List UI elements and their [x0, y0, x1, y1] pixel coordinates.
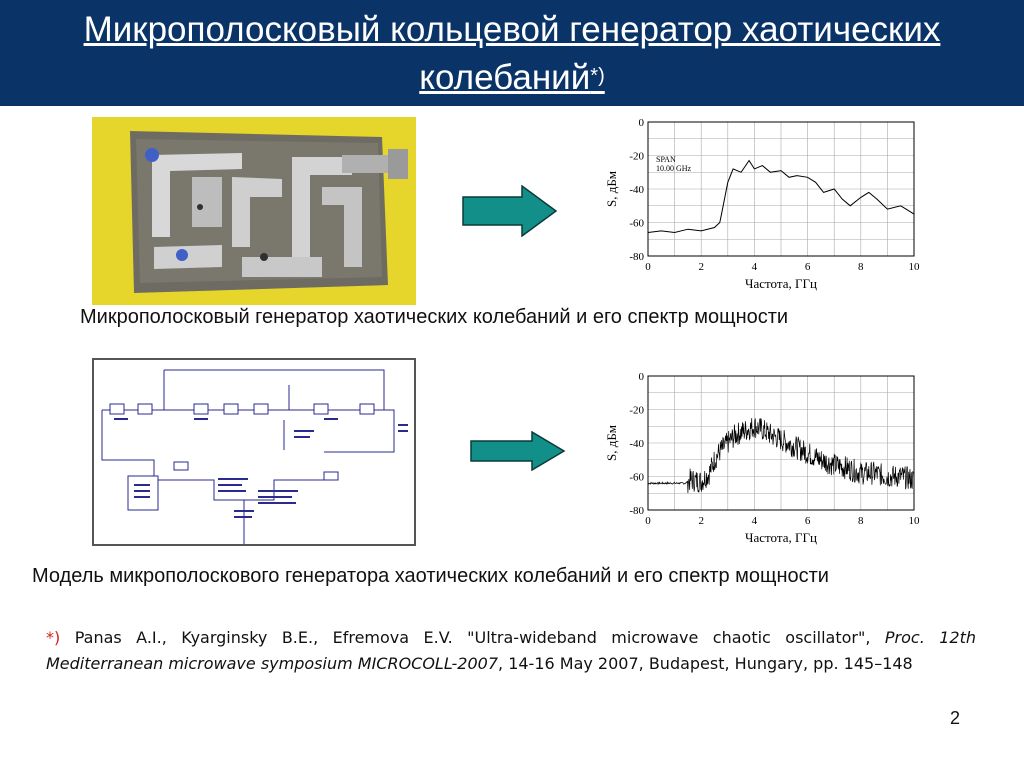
x-tick-label: 10: [908, 261, 920, 273]
y-tick-label: 0: [638, 371, 644, 383]
x-tick-label: 0: [645, 261, 651, 273]
y-tick-label: -40: [629, 438, 644, 450]
x-tick-label: 6: [804, 261, 811, 273]
x-tick-label: 8: [858, 515, 864, 527]
reference-journal: Proc. 12th Mediterranean microwave symposium MICROCOLL-2007: [46, 628, 977, 673]
y-tick-label: -60: [629, 471, 644, 484]
x-tick-label: 6: [804, 515, 811, 527]
title-footnote-marker: *): [590, 65, 605, 87]
x-tick-label: 0: [645, 515, 651, 527]
y-tick-label: -80: [629, 251, 644, 263]
y-tick-label: -60: [629, 217, 644, 230]
microstrip-board-photo: [92, 117, 416, 305]
x-tick-label: 4: [751, 261, 758, 273]
y-tick-label: -40: [629, 184, 644, 196]
span-annotation: SPAN: [656, 155, 676, 164]
slide-title: [0, 6, 1024, 102]
x-axis-label: Частота, ГГц: [745, 276, 817, 291]
x-tick-label: 10: [908, 515, 920, 527]
span-annotation: 10.00 GHz: [656, 164, 692, 173]
board-illustration: [92, 117, 416, 305]
schematic-illustration: [94, 360, 414, 544]
page-number: 2: [950, 708, 961, 728]
y-tick-label: -80: [629, 505, 644, 517]
x-tick-label: 2: [698, 515, 704, 527]
reference-authors: Panas A.I., Kyarginsky B.E., Efremova E.V. "Ultra-wideband microwave chaotic oscillator",: [74, 628, 871, 647]
y-tick-label: 0: [638, 117, 644, 129]
reference-details: , 14-16 May 2007, Budapest, Hungary, pp. 145–148: [498, 654, 913, 673]
spectrum-chart-model: [596, 366, 930, 550]
x-axis-label: Частота, ГГц: [745, 530, 817, 545]
caption-top: Микрополосковый генератор хаотических колебаний и его спектр мощности: [80, 306, 789, 328]
y-axis-label: S, дБм: [604, 170, 619, 208]
reference-footnote: [46, 625, 976, 677]
slide-title-text: Микрополосковый кольцевой генератор хаотических колебаний: [83, 10, 941, 97]
arrow-right-icon: [470, 431, 566, 471]
caption-bottom: Модель микрополоскового генератора хаотических колебаний и его спектр мощности: [32, 565, 829, 587]
y-axis-label: S, дБм: [604, 424, 619, 462]
y-tick-label: -20: [629, 404, 644, 417]
y-tick-label: -20: [629, 150, 644, 163]
x-tick-label: 4: [751, 515, 758, 527]
x-tick-label: 2: [698, 261, 704, 273]
reference-marker: *): [46, 628, 61, 647]
circuit-schematic: [92, 358, 416, 546]
spectrum-chart-measured: [596, 112, 930, 300]
arrow-right-icon: [462, 185, 558, 237]
x-tick-label: 8: [858, 261, 864, 273]
